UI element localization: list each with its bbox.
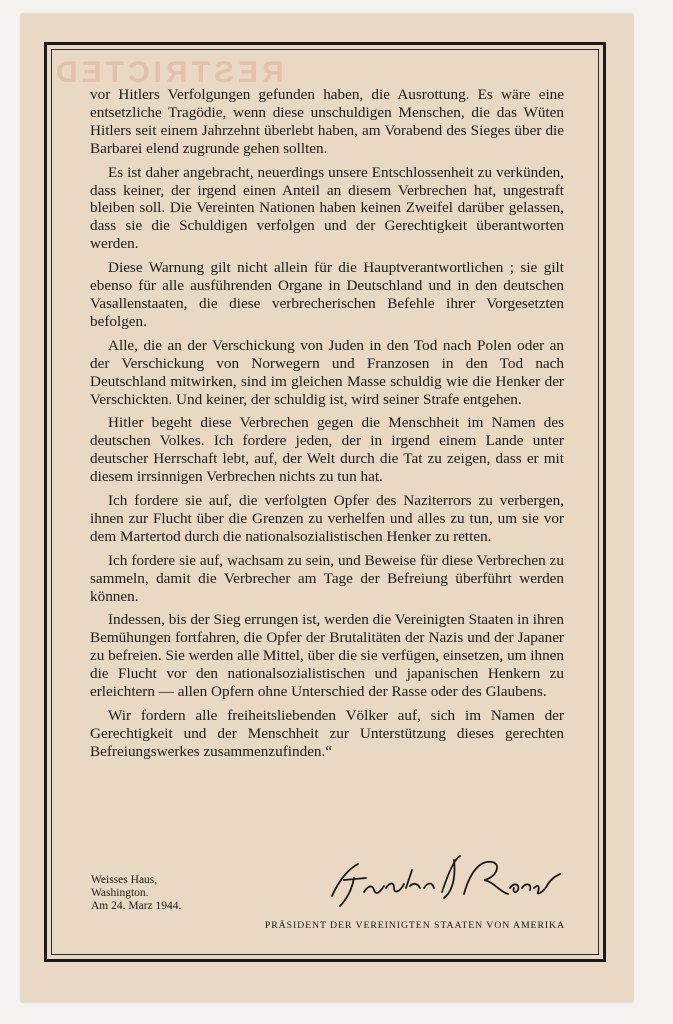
paragraph-4: Alle, die an der Verschickung von Juden in den Tod nach Polen oder an der Verschickung von Norwegern und Franzosen in den Tod nach Deutschland mitwirken, sind im gleichen Masse schuldig wie die Henker der Verschickten. Und keiner, der schuldig ist, wird seiner Strafe entgehen.	[90, 336, 564, 408]
place-line-2: Washington.	[91, 887, 149, 899]
place-line-1: Weisses Haus,	[91, 874, 158, 886]
paragraph-5: Hitler begeht diese Verbrechen gegen die Menschheit im Namen des deutschen Volkes. Ich fordere jeden, der in irgend einem Lande unter deutscher Herrschaft lebt, auf, der Welt durch die Tat zu zeigen, dass er mit diesem irrsinnigen Verbrechen nichts zu tun hat.	[90, 414, 564, 486]
signature	[324, 848, 564, 914]
paragraph-6: Ich fordere sie auf, die verfolgten Opfer des Naziterrors zu verbergen, ihnen zur Flucht über die Grenzen zu verhelfen und alles zu tun, um sie vor dem Martertod durch die nationalsozialistischen Henker zu retten.	[90, 492, 564, 545]
paragraph-9: Wir fordern alle freiheitsliebenden Völker auf, sich im Namen der Gerechtigkeit und der Menschheit zur Unterstützung dieses gerechten Befreiungswerkes zusammenzufinden.“	[90, 707, 564, 760]
date-line: Am 24. Marz 1944.	[91, 900, 182, 912]
president-title: PRÄSIDENT DER VEREINIGTEN STAATEN VON AMERIKA	[264, 920, 565, 931]
paragraph-1: vor Hitlers Verfolgungen gefunden haben, die Ausrottung. Es wäre eine entsetzliche Tragödie, wenn diese unschuldigen Menschen, die das Wüten Hitlers seit einem Jahrzehnt überlebt haben, am Vorabend des Sieges über die Barbarei elend zugrunde gehen sollten.	[90, 86, 564, 157]
paragraph-3: Diese Warnung gilt nicht allein für die Hauptverantwortlichen ; sie gilt ebenso für alle ausführenden Organe in Deutschland und in den deutschen Vasallenstaaten, die diese verbrecherischen Befehle ihrer Vorgesetzten befolgen.	[90, 259, 564, 330]
proclamation-text	[90, 86, 564, 767]
paragraph-2: Es ist daher angebracht, neuerdings unsere Entschlossenheit zu verkünden, dass keiner, der irgend einen Anteil an diesem Verbrechen hat, ungestraft bleiben soll. Die Vereinten Nationen haben keinen Zweifel darüber gelassen, dass sie die Schuldigen verfolgen und der Gerechtigkeit überantworten werden.	[90, 163, 564, 253]
place-and-date	[91, 874, 181, 913]
paragraph-8: Indessen, bis der Sieg errungen ist, werden die Vereinigten Staaten in ihren Bemühungen fortfahren, die Opfer der Brutalitäten der Nazis und der Japaner zu befreien. Sie werden alle Mittel, über die sie verfügen, einsetzen, um ihnen die Flucht vor den nationalsozialistischen und japanischen Henkern zu erleichtern — allen Opfern ohne Unterschied der Rasse oder des Glaubens.	[90, 611, 565, 701]
paragraph-7: Ich fordere sie auf, wachsam zu sein, und Beweise für diese Verbrechen zu sammeln, damit die Verbrecher am Tage der Befreiung überführt werden können.	[90, 551, 564, 605]
restricted-stamp: RESTRICTED	[52, 56, 284, 89]
